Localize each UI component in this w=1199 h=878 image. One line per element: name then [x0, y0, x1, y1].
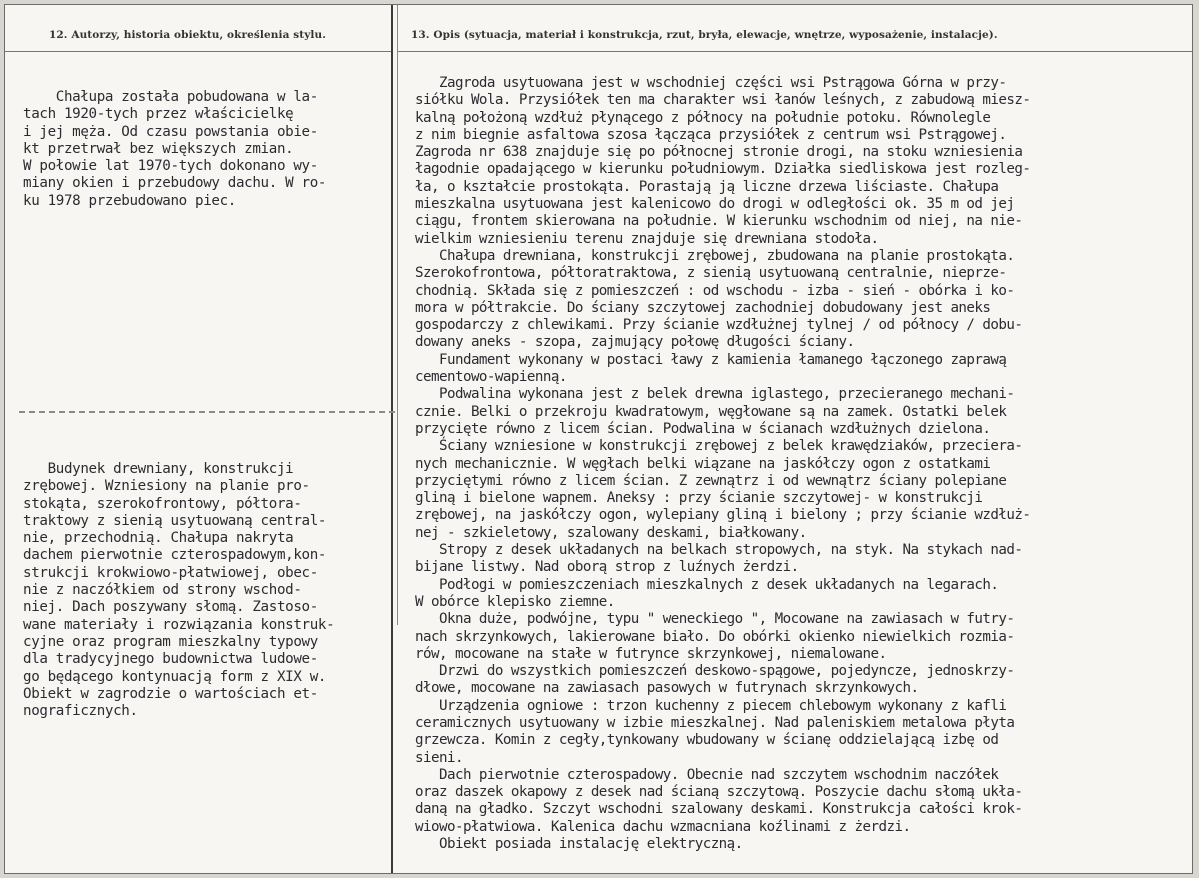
history-text: Chałupa została pobudowana w la- tach 1920-tych przez właścicielkę i jej męża. Od czasu powstania obie- kt przetrwał bez większych zmian. W połowie lat 1970-tych dokonano wy- miany okien i przebudowy dachu. W ro- ku 1978 przebudowano piec.: [23, 89, 327, 209]
description-text: Zagroda usytuowana jest w wschodniej części wsi Pstrągowa Górna w przy- siółku Wola. Przysiółek ten ma charakter wsi łanów leśnych, z zabudową miesz- kalną położoną wzdłuż płynącego z północy na południe potoku. Równolegle z nim biegnie asfaltowa szosa łącząca przysiółek z centrum wsi Pstrągowej. Zagroda nr 638 znajduje się po północnej stronie drogi, na stoku wzniesienia łagodnie opadającego w kierunku południowym. Działka siedliskowa jest rozleg- ła, o kształcie prostokąta. Porastają ją liczne drzewa liściaste. Chałupa mieszkalna usytuowana jest kalenicowo do drogi w odległości ok. 35 m od jej ciągu, frontem skierowana na południe. W kierunku wschodnim od niej, na nie- wielkim wzniesieniu terenu znajduje się drewniana stodoła. Chałupa drewniana, konstrukcji zrębowej, zbudowana na planie prostokąta. Szerokofrontowa, półtoratraktowa, z sienią usytuowaną centralnie, nieprze- chodnią. Składa się z pomieszczeń : od wschodu - izba - sień - obórka i ko- mora w półtrakcie. Do ściany szczytowej zachodniej dobudowany jest aneks gospodarczy z chlewikami. Przy ścianie wzdłużnej tylnej / od północy / dobu- dowany aneks - szopa, zajmujący połowę długości ściany. Fundament wykonany w postaci ławy z kamienia łamanego łączonego zaprawą cementowo-wapienną. Podwalina wykonana jest z belek drewna iglastego, przecieranego mechani- cznie. Belki o przekroju kwadratowym, węgłowane są na zamek. Ostatki belek przycięte równo z licem ścian. Podwalina w ścianach wzdłużnych dzielona. Ściany wzniesione w konstrukcji zrębowej z belek krawędziaków, przeciera- nych mechanicznie. W węgłach belki wiązane na jaskółczy ogon z ostatkami przyciętymi równo z licem ścian. Z zewnątrz i od wewnątrz ściany polepiane gliną i bielone wapnem. Aneksy : przy ścianie szczytowej- w konstrukcji zrębowej, na jaskółczy ogon, wylepiany gliną i bielony ; przy ścianie wzdłuż- nej - szkieletowy, szalowany deskami, białkowany. Stropy z desek układanych na belkach stropowych, na styk. Na stykach nad- bijane listwy. Nad oborą strop z luźnych żerdzi. Podłogi w pomieszczeniach mieszkalnych z desek układanych na legarach. W obórce klepisko ziemne. Okna duże, podwójne, typu " weneckiego ", Mocowane na zawiasach w futry- nach skrzynkowych, lakierowane biało. Do obórki okienko niewielkich rozmia- rów, mocowane na stałe w futrynce skrzynkowej, niemalowane. Drzwi do wszystkich pomieszczeń deskowo-spągowe, pojedyncze, jednoskrzy- dłowe, mocowane na zawiasach pasowych w futrynach skrzynkowych. Urządzenia ogniowe : trzon kuchenny z piecem chlebowym wykonany z kafli ceramicznych usytuowany w izbie mieszkalnej. Nad paleniskiem metalowa płyta grzewcza. Komin z cegły,tynkowany wbudowany w ścianę oddzielającą izbę od sieni. Dach pierwotnie czterospadowy. Obecnie nad szczytem wschodnim naczółek oraz daszek okapowy z desek nad ścianą szczytową. Poszycie dachu słomą ukła- daną na gładko. Szczyt wschodni szalowany deskami. Konstrukcja całości krok- wiowo-płatwiowa. Kalenica dachu wzmacniana koźlinami z żerdzi. Obiekt posiada instalację elektryczną.: [415, 75, 1031, 853]
header-rule-left: [5, 51, 391, 52]
dashed-separator: [19, 411, 395, 413]
document-sheet: [4, 4, 1193, 874]
column-divider: [391, 5, 393, 873]
section-12-heading: 12. Autorzy, historia obiektu, określenia stylu.: [49, 29, 327, 41]
style-text: Budynek drewniany, konstrukcji zrębowej. Wzniesiony na planie pro- stokąta, szerokofrontowy, półtora- traktowy z sienią usytuowaną central- nie, przechodnią. Chałupa nakryta dachem pierwotnie czterospadowym,kon- strukcji krokwiowo-płatwiowej, obec- nie z naczółkiem od strony wschod- niej. Dach poszywany słomą. Zastoso- wane materiały i rozwiązania konstruk- cyjne oraz program mieszkalny typowy dla tradycyjnego budownictwa ludowe- go będącego kontynuacją form z XIX w. Obiekt w zagrodzie o wartościach et- nograficznych.: [23, 461, 335, 720]
header-rule-right: [397, 51, 1192, 52]
section-13-heading: 13. Opis (sytuacja, materiał i konstrukcja, rzut, bryła, elewacje, wnętrze, wyposażenie, instalacje).: [411, 29, 998, 41]
column-divider-secondary: [397, 5, 398, 625]
